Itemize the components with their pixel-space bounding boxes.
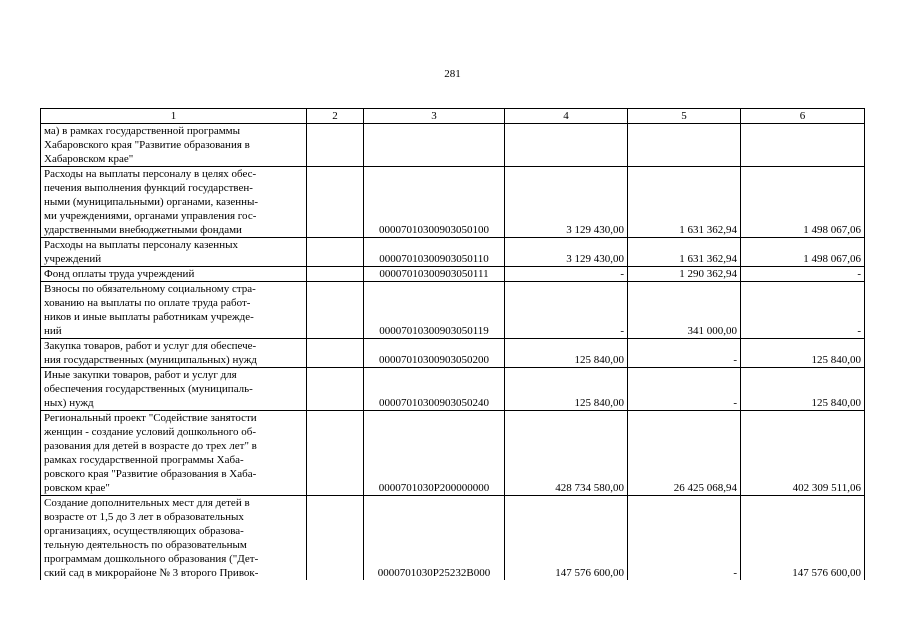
description-line: Региональный проект "Содействие занятости <box>44 412 257 424</box>
description-line: ма) в рамках государственной программы <box>44 125 241 137</box>
column-5-value-cell: - <box>628 496 741 581</box>
row-description-cell <box>41 282 307 339</box>
table-row <box>41 167 865 238</box>
column-2-cell <box>307 124 364 167</box>
row-description-cell <box>41 124 307 167</box>
column-number-row <box>41 109 865 124</box>
table-row <box>41 368 865 411</box>
column-4-value-cell: 3 129 430,00 <box>505 238 628 267</box>
row-description-cell <box>41 411 307 496</box>
description-line: Фонд оплаты труда учреждений <box>44 268 195 280</box>
description-line: ных) нужд <box>44 397 94 409</box>
column-6-value-cell: 125 840,00 <box>741 368 865 411</box>
description-line: хованию на выплаты по оплате труда работ- <box>44 297 251 309</box>
column-4-value-cell: 125 840,00 <box>505 368 628 411</box>
column-6-value-cell: 147 576 600,00 <box>741 496 865 581</box>
column-5-value-cell: 1 290 362,94 <box>628 267 741 282</box>
description-line: ровском крае" <box>44 482 110 494</box>
row-description-cell <box>41 496 307 581</box>
row-description-cell <box>41 167 307 238</box>
page-number: 281 <box>444 68 461 80</box>
budget-code-cell <box>364 124 505 167</box>
column-5-value-cell: - <box>628 339 741 368</box>
budget-code-cell: 00007010300903050100 <box>364 167 505 238</box>
table-body <box>41 124 865 581</box>
description-line: ний <box>44 325 62 337</box>
description-line: обеспечения государственных (муниципаль- <box>44 383 253 395</box>
budget-table <box>40 108 865 580</box>
column-2-cell <box>307 496 364 581</box>
table-row <box>41 238 865 267</box>
description-line: ными (муниципальными) органами, казенны- <box>44 196 259 208</box>
description-line: ми учреждениями, органами управления гос- <box>44 210 257 222</box>
column-6-value-cell: 1 498 067,06 <box>741 167 865 238</box>
table-row <box>41 282 865 339</box>
budget-code-cell: 00007010300903050111 <box>364 267 505 282</box>
description-line: Расходы на выплаты персоналу в целях обес- <box>44 168 257 180</box>
description-line: Хабаровском крае" <box>44 153 134 165</box>
description-line: ровского края "Развитие образования в Хаба- <box>44 468 257 480</box>
description-line: ударственными внебюджетными фондами <box>44 224 242 236</box>
column-2-cell <box>307 339 364 368</box>
table-row <box>41 339 865 368</box>
description-line: разования для детей в возрасте до трех лет" в <box>44 440 257 452</box>
table-header <box>41 109 865 124</box>
column-4-value-cell: - <box>505 267 628 282</box>
description-line: Взносы по обязательному социальному стра- <box>44 283 256 295</box>
budget-code-cell: 00007010300903050110 <box>364 238 505 267</box>
column-5-value-cell: - <box>628 368 741 411</box>
column-header: 1 <box>41 109 307 124</box>
column-header: 4 <box>505 109 628 124</box>
column-2-cell <box>307 368 364 411</box>
budget-code-cell: 0000701030P200000000 <box>364 411 505 496</box>
description-line: рамках государственной программы Хаба- <box>44 454 244 466</box>
column-6-value-cell: 1 498 067,06 <box>741 238 865 267</box>
description-line: ский сад в микрорайоне № 3 второго Привок- <box>44 567 259 579</box>
column-5-value-cell <box>628 124 741 167</box>
column-2-cell <box>307 238 364 267</box>
column-4-value-cell <box>505 124 628 167</box>
description-line: ния государственных (муниципальных) нужд <box>44 354 257 366</box>
column-header: 5 <box>628 109 741 124</box>
description-line: Создание дополнительных мест для детей в <box>44 497 250 509</box>
description-line: Хабаровского края "Развитие образования в <box>44 139 250 151</box>
budget-code-cell: 00007010300903050240 <box>364 368 505 411</box>
column-5-value-cell: 341 000,00 <box>628 282 741 339</box>
column-4-value-cell: - <box>505 282 628 339</box>
description-line: Расходы на выплаты персоналу казенных <box>44 239 238 251</box>
column-header: 2 <box>307 109 364 124</box>
description-line: Закупка товаров, работ и услуг для обеспече- <box>44 340 257 352</box>
column-6-value-cell <box>741 124 865 167</box>
column-5-value-cell: 1 631 362,94 <box>628 238 741 267</box>
column-4-value-cell: 147 576 600,00 <box>505 496 628 581</box>
description-line: ников и иные выплаты работникам учрежде- <box>44 311 254 323</box>
budget-code-cell: 00007010300903050119 <box>364 282 505 339</box>
row-description-cell <box>41 339 307 368</box>
column-4-value-cell: 125 840,00 <box>505 339 628 368</box>
column-2-cell <box>307 267 364 282</box>
column-2-cell <box>307 282 364 339</box>
column-6-value-cell: - <box>741 267 865 282</box>
row-description-cell <box>41 368 307 411</box>
description-line: учреждений <box>44 253 102 265</box>
description-line: программам дошкольного образования ("Дет- <box>44 553 259 565</box>
column-5-value-cell: 1 631 362,94 <box>628 167 741 238</box>
description-line: тельную деятельность по образовательным <box>44 539 247 551</box>
column-4-value-cell: 3 129 430,00 <box>505 167 628 238</box>
column-6-value-cell: - <box>741 282 865 339</box>
budget-code-cell: 00007010300903050200 <box>364 339 505 368</box>
description-line: Иные закупки товаров, работ и услуг для <box>44 369 237 381</box>
description-line: печения выполнения функций государствен- <box>44 182 253 194</box>
description-line: возрасте от 1,5 до 3 лет в образовательных <box>44 511 244 523</box>
column-2-cell <box>307 167 364 238</box>
column-2-cell <box>307 411 364 496</box>
column-header: 6 <box>741 109 865 124</box>
column-4-value-cell: 428 734 580,00 <box>505 411 628 496</box>
column-5-value-cell: 26 425 068,94 <box>628 411 741 496</box>
table-row <box>41 411 865 496</box>
table-row <box>41 496 865 581</box>
column-6-value-cell: 402 309 511,06 <box>741 411 865 496</box>
column-6-value-cell: 125 840,00 <box>741 339 865 368</box>
table-row <box>41 124 865 167</box>
column-header: 3 <box>364 109 505 124</box>
description-line: организациях, осуществляющих образова- <box>44 525 244 537</box>
row-description-cell <box>41 267 307 282</box>
description-line: женщин - создание условий дошкольного об- <box>44 426 256 438</box>
row-description-cell <box>41 238 307 267</box>
budget-code-cell: 0000701030P25232B000 <box>364 496 505 581</box>
table-row <box>41 267 865 282</box>
